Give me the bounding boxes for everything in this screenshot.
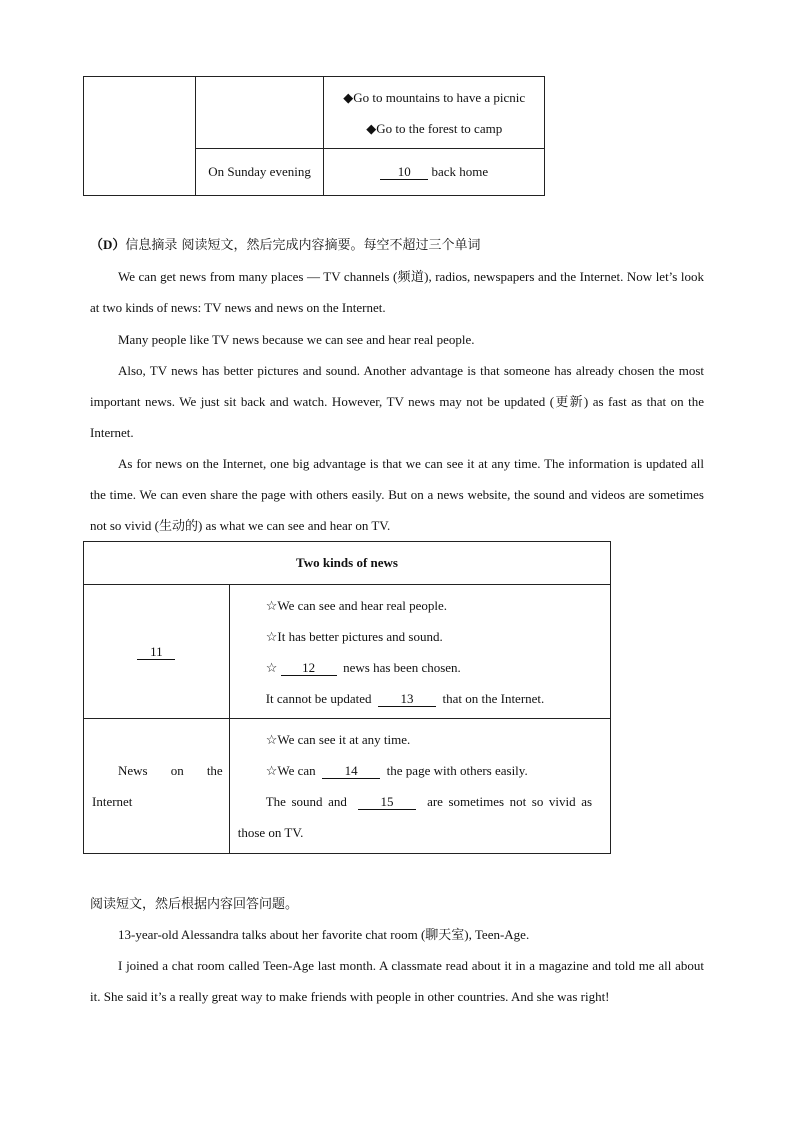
detail-line: ☆We can see and hear real people. [265,597,448,613]
answer-cell [324,149,545,196]
detail-line: ☆It has better pictures and sound. [265,628,443,644]
table-row [84,77,545,149]
detail-text: The sound and [265,794,347,809]
detail-text: ☆We can [265,763,316,778]
detail-text: the page with others easily. [386,763,528,778]
section-instruction: 阅读短文，然后根据内容回答问题。 [90,897,299,912]
detail-text: It cannot be updated [265,690,372,706]
section-label: （D） [90,237,126,252]
detail-line [238,786,592,848]
section-instruction: 信息摘录 阅读短文，然后完成内容摘要。每空不超过三个单词 [125,238,481,253]
blank-13: 13 [378,691,436,707]
news-summary-table [83,541,611,854]
blank-suffix: back home [431,164,489,179]
time-cell: On Sunday evening [195,149,324,196]
details-cell [229,585,610,719]
detail-text: that on the Internet. [442,690,545,706]
paragraph: Many people like TV news because we can see and hear real people. [118,332,475,347]
category-cell [84,719,230,854]
detail-text: news has been chosen. [343,659,461,675]
table-header-row [84,542,611,585]
detail-line [266,652,592,683]
table-title: Two kinds of news [84,542,611,585]
detail-line [266,683,592,714]
blank-14: 14 [322,763,380,779]
empty-cell [195,77,324,149]
activity-item: ◆Go to the forest to camp [366,120,503,136]
star-bullet: ☆ [265,659,278,675]
detail-line: ☆We can see it at any time. [265,732,411,747]
category-cell [84,585,230,719]
activities-cell [324,77,545,149]
empty-cell [84,77,196,196]
paragraph: I joined a chat room called Teen-Age last month. A classmate read about it in a magazine and told me all about it. She said it’s a really great way to make friends with people in other countries. And she was right! [90,958,704,1004]
section-heading [90,234,481,253]
details-cell [229,719,610,854]
blank-10: 10 [380,164,428,180]
category-label: News on the Internet [92,763,223,809]
detail-line [266,755,592,786]
table-row [84,585,611,719]
blank-11: 11 [137,644,175,660]
detail-text: are sometimes not so vivid as those on TV. [237,794,593,840]
table-row [84,719,611,854]
blank-12: 12 [281,660,337,676]
paragraph: As for news on the Internet, one big advantage is that we can see it at any time. The information is updated all the time. We can even share the page with others easily. But on a news website, the sound and videos are sometimes not so vivid (生动的) as what we can see and hear on TV. [90,456,704,533]
blank-15: 15 [358,794,416,810]
activity-item: ◆Go to mountains to have a picnic [343,89,526,105]
activity-table [83,76,545,196]
paragraph: 13-year-old Alessandra talks about her favorite chat room (聊天室), Teen-Age. [118,927,530,942]
paragraph: Also, TV news has better pictures and sound. Another advantage is that someone has already chosen the most important news. We just sit back and watch. However, TV news may not be updated (更新) as fast as that on the Internet. [90,363,704,440]
paragraph: We can get news from many places — TV channels (频道), radios, newspapers and the Internet. Now let’s look at two kinds of news: TV news and news on the Internet. [90,269,704,315]
